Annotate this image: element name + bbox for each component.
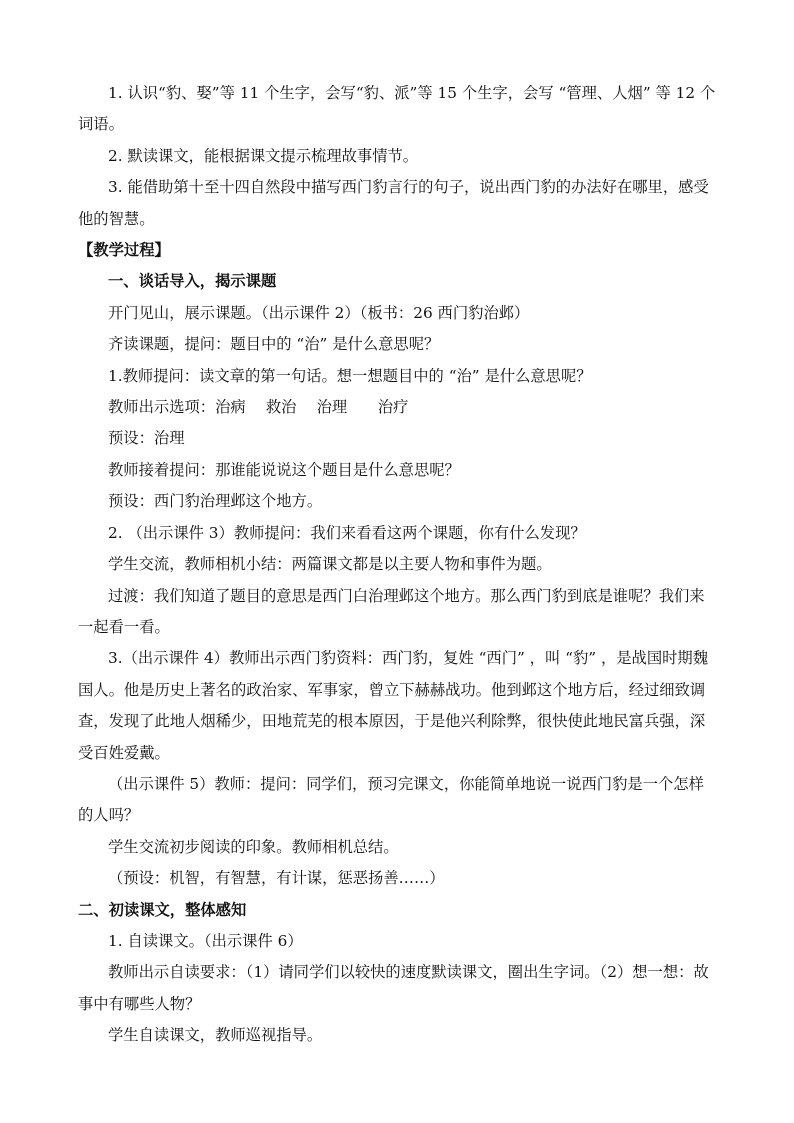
paragraph: 学生自读课文，教师巡视指导。 xyxy=(108,1026,323,1045)
paragraph: 学生交流初步阅读的印象。教师相机总结。 xyxy=(108,837,399,856)
paragraph: （出示课件 5）教师：提问：同学们，预习完课文，你能简单地说一说西门豹是一个怎样的人吗？ xyxy=(78,774,704,825)
paragraph: 预设：治理 xyxy=(108,429,185,448)
paragraph: 2. （出示课件 3）教师提问：我们来看看这两个课题，你有什么发现？ xyxy=(108,523,586,542)
paragraph: 开门见山，展示课题。（出示课件 2）（板书：26 西门豹治邺） xyxy=(108,303,530,322)
paragraph: 教师接着提问：那谁能说说这个题目是什么意思呢？ xyxy=(108,460,460,479)
goal-1: 1. 认识“豹、娶”等 11 个生字，会写“豹、派”等 15 个生字，会写 “管理、人烟” 等 12 个词语。 xyxy=(78,84,716,134)
section-heading-2: 二、初读课文，整体感知 xyxy=(78,900,247,919)
document-page xyxy=(78,78,718,1052)
paragraph: 学生交流，教师相机小结：两篇课文都是以主要人物和事件为题。 xyxy=(108,555,552,574)
paragraph: （预设：机智，有智慧，有计谋，惩恶扬善……） xyxy=(108,869,445,888)
paragraph: 齐读课题，提问：题目中的 “治” 是什么意思呢？ xyxy=(108,335,440,354)
goal-2: 2. 默读课文，能根据课文提示梳理故事情节。 xyxy=(108,146,419,165)
goal-3: 3. 能借助第十至十四自然段中描写西门豹言行的句子，说出西门豹的办法好在哪里，感受他的智慧。 xyxy=(78,178,709,228)
paragraph: 预设：西门豹治理邺这个地方。 xyxy=(108,492,323,511)
section-heading-1: 一、谈话导入，揭示课题 xyxy=(108,272,277,291)
paragraph: 1.教师提问：读文章的第一句话。想一想题目中的 “治” 是什么意思呢？ xyxy=(108,366,592,385)
paragraph: 教师出示自读要求：（1）请同学们以较快的速度默读课文，圈出生字词。（2）想一想：故事中有哪些人物？ xyxy=(78,963,709,1013)
paragraph: 教师出示选项：治病 救治 治理 治疗 xyxy=(108,398,409,417)
paragraph: 过渡：我们知道了题目的意思是西门白治理邺这个地方。那么西门豹到底是谁呢？我们来一起看一看。 xyxy=(78,586,705,636)
paragraph: 1. 自读课文。（出示课件 6） xyxy=(108,931,303,950)
paragraph: 3.（出示课件 4）教师出示西门豹资料：西门豹，复姓 “西门” ，叫 “豹” ，是战国时期魏国人。他是历史上著名的政治家、军事家，曾立下赫赫战功。他到邺这个地方后，经过细致调查，发现了此地人烟稀少，田地荒芜的根本原因，于是他兴利除弊，很快使此地民富兵强，深受百姓爱戴。 xyxy=(78,649,709,762)
section-heading-process: 【教学过程】 xyxy=(78,241,170,260)
